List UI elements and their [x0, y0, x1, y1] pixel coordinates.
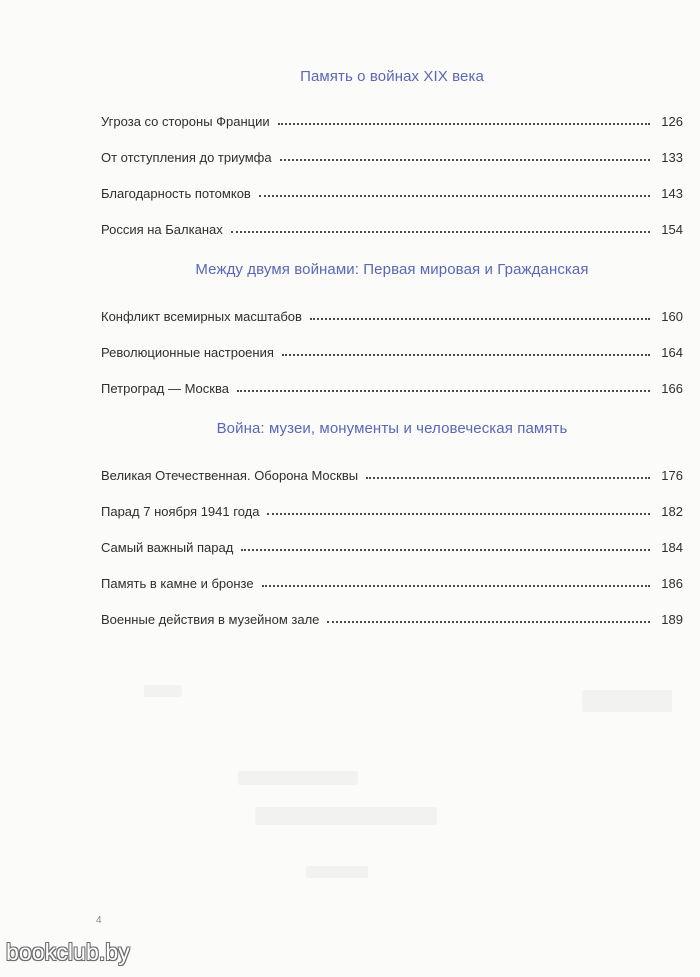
dot-leader	[237, 390, 650, 392]
toc-entry	[101, 130, 683, 166]
dot-leader	[366, 477, 650, 479]
entry-page-number: 184	[661, 540, 683, 555]
dot-leader	[310, 318, 650, 320]
entry-page-number: 182	[661, 504, 683, 519]
toc-entry	[101, 325, 683, 361]
entry-title: Конфликт всемирных масштабов	[101, 309, 302, 324]
entry-title: Память в камне и бронзе	[101, 576, 254, 591]
entry-title: Петроград — Москва	[101, 381, 229, 396]
section-title: Память о войнах XIX века	[300, 68, 484, 85]
entry-title: От отступления до триумфа	[101, 150, 272, 165]
entry-title: Революционные настроения	[101, 345, 274, 360]
section-title: Война: музеи, монументы и человеческая память	[216, 420, 568, 437]
section-title: Между двумя войнами: Первая мировая и Гражданская	[195, 261, 589, 278]
entry-title: Военные действия в музейном зале	[101, 612, 320, 627]
dot-leader	[280, 159, 650, 161]
background-smudge	[144, 685, 182, 697]
toc-entry	[101, 289, 683, 325]
dot-leader	[262, 585, 650, 587]
toc-entry	[101, 556, 683, 592]
dot-leader	[259, 195, 650, 197]
entry-title: Самый важный парад	[101, 540, 234, 555]
dot-leader	[267, 513, 650, 515]
toc-entry	[101, 166, 683, 202]
dot-leader	[282, 354, 650, 356]
entry-page-number: 166	[661, 381, 683, 396]
entry-page-number: 176	[661, 468, 683, 483]
toc-section-war-museums-monuments	[101, 420, 683, 628]
toc-entry	[101, 592, 683, 628]
site-watermark: bookclub.by	[6, 939, 130, 965]
entry-title: Угроза со стороны Франции	[101, 114, 270, 129]
toc-section-19th-century-wars	[101, 68, 683, 238]
toc-entry	[101, 94, 683, 130]
entry-page-number: 160	[661, 309, 683, 324]
toc-entry	[101, 361, 683, 397]
dot-leader	[327, 621, 650, 623]
toc-section-between-two-wars	[101, 261, 683, 397]
entry-page-number: 164	[661, 345, 683, 360]
dot-leader	[278, 123, 650, 125]
background-smudge	[306, 866, 368, 878]
background-smudge	[582, 690, 672, 712]
background-smudge	[238, 771, 358, 785]
entry-page-number: 189	[661, 612, 683, 627]
toc-entry	[101, 448, 683, 484]
table-of-contents	[101, 68, 683, 628]
entry-page-number: 133	[661, 150, 683, 165]
entry-title: Парад 7 ноября 1941 года	[101, 504, 260, 519]
entry-page-number: 186	[661, 576, 683, 591]
dot-leader	[241, 549, 650, 551]
page-number-footer: 4	[96, 915, 102, 926]
background-smudge	[255, 807, 437, 825]
toc-entry	[101, 202, 683, 238]
entry-page-number: 143	[661, 186, 683, 201]
entry-page-number: 126	[661, 114, 683, 129]
entry-title: Благодарность потомков	[101, 186, 251, 201]
dot-leader	[231, 231, 650, 233]
entry-page-number: 154	[661, 222, 683, 237]
entry-title: Великая Отечественная. Оборона Москвы	[101, 468, 359, 483]
entry-title: Россия на Балканах	[101, 222, 223, 237]
toc-entry	[101, 484, 683, 520]
toc-entry	[101, 520, 683, 556]
